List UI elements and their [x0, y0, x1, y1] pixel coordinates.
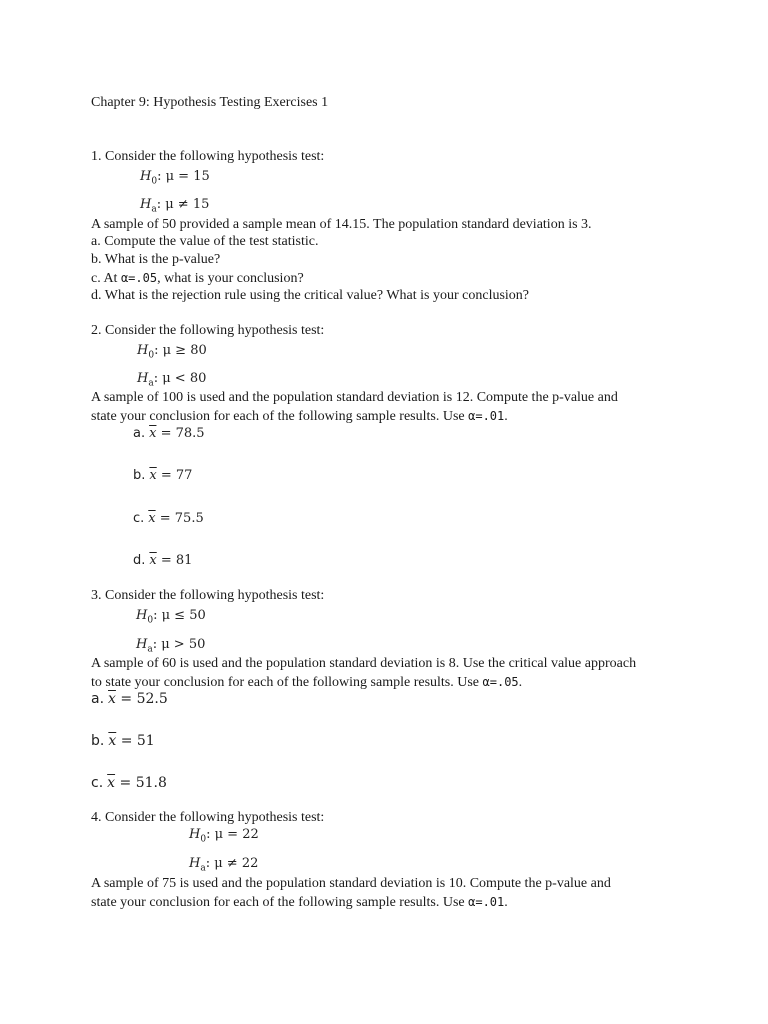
q4-null-hypothesis: $H_0$: μ = 22 — [189, 827, 259, 845]
q3-intro: 3. Consider the following hypothesis test: — [91, 588, 325, 603]
q3-sample-b: b. $\overline{x} = 51$ — [91, 733, 155, 749]
q1-part-a: a. Compute the value of the test statistic. — [91, 234, 319, 249]
q1-alt-hypothesis: $H_a$: μ ≠ 15 — [140, 197, 210, 215]
q2-intro: 2. Consider the following hypothesis test: — [91, 323, 325, 338]
q1-part-d: d. What is the rejection rule using the critical value? What is your conclusion? — [91, 288, 530, 303]
q2-sample-c: c. $\overline{x} = 75.5$ — [133, 511, 204, 526]
q1-null-hypothesis: $H_0$: μ = 15 — [140, 169, 210, 187]
q4-line-2: state your conclusion for each of the following sample results. Use α=.01. — [91, 895, 508, 910]
q1-part-c: c. At α=.05, what is your conclusion? — [91, 271, 304, 286]
q4-alt-hypothesis: $H_a$: μ ≠ 22 — [189, 856, 259, 874]
q2-null-hypothesis: $H_0$: μ ≥ 80 — [137, 343, 207, 361]
q2-alt-hypothesis: $H_a$: μ < 80 — [137, 371, 207, 389]
q3-sample-a: a. $\overline{x} = 52.5$ — [91, 691, 168, 707]
q2-line-2: state your conclusion for each of the following sample results. Use α=.01. — [91, 409, 508, 424]
page-title: Chapter 9: Hypothesis Testing Exercises 1 — [91, 95, 329, 110]
q1-part-b: b. What is the p-value? — [91, 252, 221, 267]
q1-intro: 1. Consider the following hypothesis test: — [91, 149, 325, 164]
q2-sample-b: b. $\overline{x} = 77$ — [133, 468, 193, 483]
q2-sample-d: d. $\overline{x} = 81$ — [133, 553, 193, 568]
q3-alt-hypothesis: $H_a$: μ > 50 — [136, 637, 206, 655]
q4-intro: 4. Consider the following hypothesis test: — [91, 810, 325, 825]
q3-sample-c: c. $\overline{x} = 51.8$ — [91, 775, 167, 791]
q3-null-hypothesis: $H_0$: μ ≤ 50 — [136, 608, 206, 626]
q4-line-1: A sample of 75 is used and the population standard deviation is 10. Compute the p-value and — [91, 876, 611, 891]
q3-line-1: A sample of 60 is used and the population standard deviation is 8. Use the critical value approach — [91, 656, 637, 671]
q1-line-1: A sample of 50 provided a sample mean of 14.15. The population standard deviation is 3. — [91, 217, 592, 232]
q3-line-2: to state your conclusion for each of the following sample results. Use α=.05. — [91, 675, 523, 690]
q2-sample-a: a. $\overline{x} = 78.5$ — [133, 426, 205, 441]
q2-line-1: A sample of 100 is used and the population standard deviation is 12. Compute the p-value and — [91, 390, 618, 405]
